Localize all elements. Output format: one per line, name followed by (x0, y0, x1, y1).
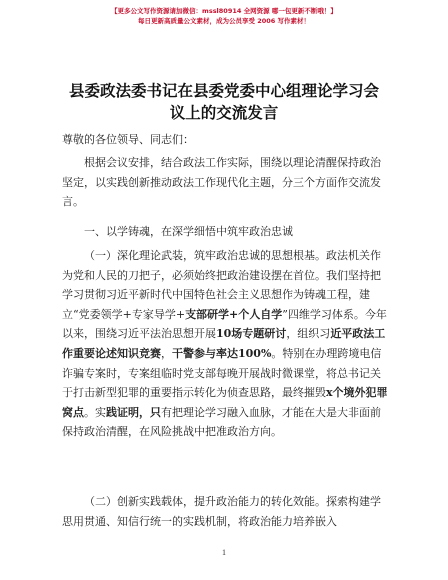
intro-paragraph: 根据会议安排，结合政法工作实际，围绕以理论清醒保持政治坚定，以实践创新推动政法工作现代化主题，分三个方面作交流发言。 (62, 156, 381, 209)
p1-bold-5: x个境外犯罪窝点 (62, 386, 388, 419)
page-number: 1 (222, 548, 226, 557)
promo-banner-line-1: 【更多公文写作资源请加微信：mssl80914 全网资源 哪一包更新不断哦！】 (111, 7, 337, 15)
promo-banner (0, 6, 448, 26)
salutation: 尊敬的各位领导、同志们： (62, 133, 194, 146)
title-line-1: 县委政法委书记在县委党委中心组理论学习会 (68, 81, 379, 100)
p1-text-2: ”四维学习体系。今年以来，围绕习近平法治思想开展 (62, 307, 387, 341)
p1-text-7: 有把理论学习融入血脉，才能在大是大非面前保持政治清醒，在风险挑战中把准政治方向。 (62, 405, 381, 439)
section-1-paragraph-2: （二）创新实践载体，提升政治能力的转化效能。探索构建学思用贯通、知信行统一的实践机制，将政治能力培养嵌入 (62, 495, 381, 528)
title-line-2: 议上的交流发言 (169, 103, 279, 122)
p1-bold-6: 践证明，只 (106, 405, 161, 419)
p1-bold-2: 10场专题研讨 (216, 327, 287, 341)
p1-bold-3: 近平政法工作重要论述知识竞赛 (62, 327, 386, 360)
p1-text-3: ，组织习 (286, 327, 331, 341)
p1-text-5: 。特别在办理跨境电信诈骗专案时，专案组临时党支部每晚开展战时微课堂，将总书记关于打击新型犯罪的重要指示转化为侦查思路，最终摧毁 (62, 346, 382, 400)
p1-text-1: （一）深化理论武装，筑牢政治忠诚的思想根基。政法机关作为党和人民的刀把子，必须始终把政治建设摆在首位。我们坚持把学习贯彻习近平新时代中国特色社会主义思想作为铸魂工程，建立“党委领学+专家导学+ (62, 249, 381, 321)
section-1-heading: 一、以学铸魂，在深学细悟中筑牢政治忠诚 (84, 225, 293, 238)
p1-text-6: 。实 (84, 405, 106, 419)
section-1-paragraph-1 (62, 246, 388, 442)
p1-text-4: ， (161, 346, 172, 360)
p1-bold-4: 干警参与率达100% (172, 346, 272, 360)
promo-banner-line-2: 每日更新高质量公文素材，成为公员享受 2006 写作素材！ (137, 17, 311, 25)
document-title (60, 80, 388, 124)
p1-bold-1: 支部研学+个人自学 (185, 307, 283, 321)
